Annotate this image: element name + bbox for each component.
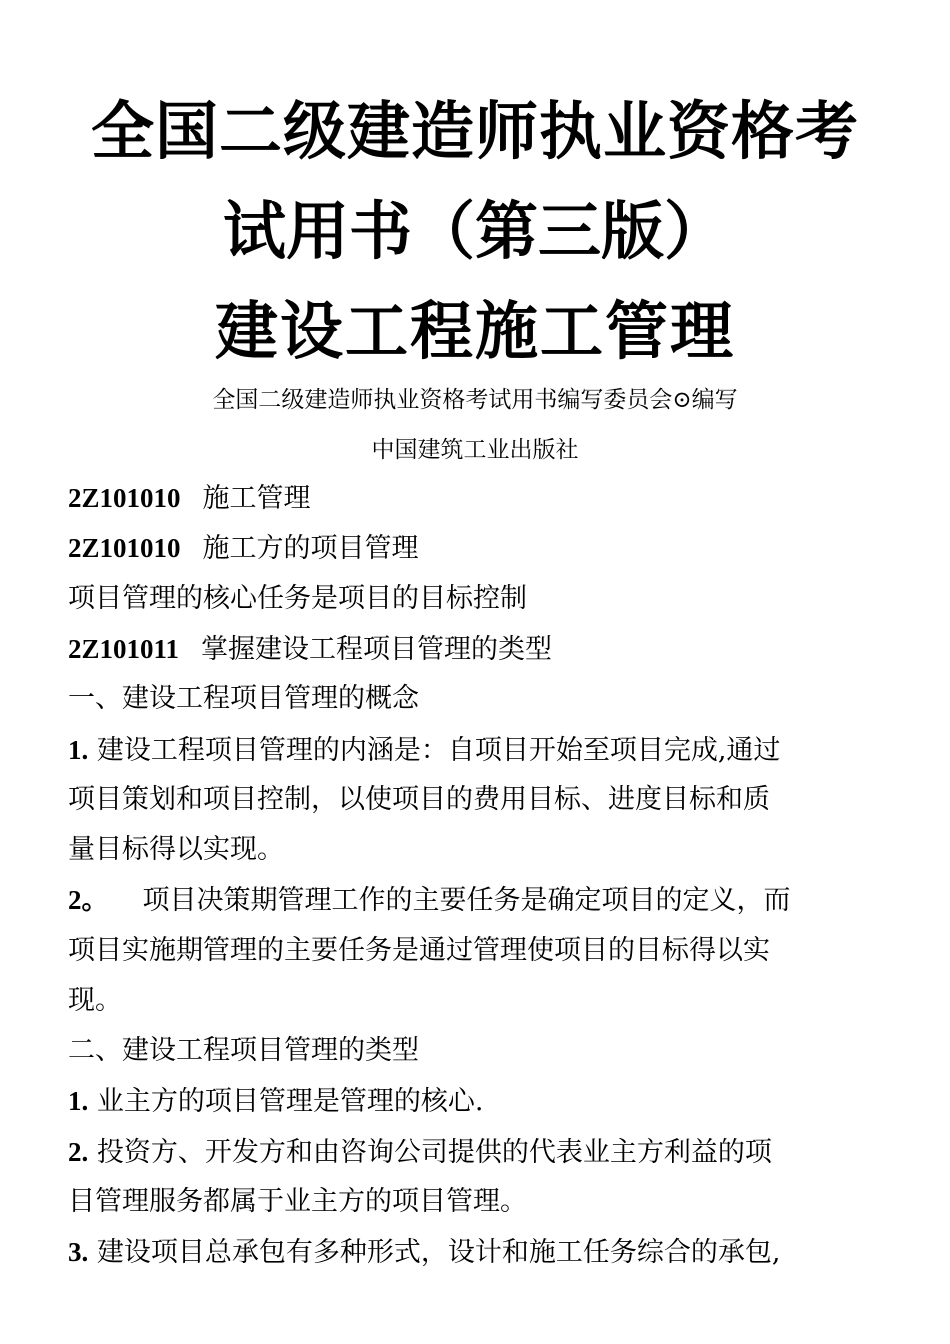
- item-1-line-1: [68, 1084, 888, 1119]
- section-heading-3: [68, 632, 888, 667]
- section-code: 2Z101011: [68, 634, 180, 664]
- section-code: 2Z101010: [68, 483, 181, 513]
- paragraph-1-line-3: 量目标得以实现。: [68, 834, 284, 865]
- item-3-line-1: [68, 1235, 888, 1270]
- title-line-3: 建设工程施工管理: [215, 295, 735, 368]
- paragraph-2-line-2: 项目实施期管理的主要任务是通过管理使项目的目标得以实: [68, 935, 770, 966]
- core-task-line: 项目管理的核心任务是项目的目标控制: [68, 583, 527, 614]
- paragraph-2-line-3: 现。: [68, 985, 122, 1016]
- section-heading-2: [68, 531, 888, 566]
- item-number: 2。: [68, 885, 109, 915]
- paragraph-1-line-2: 项目策划和项目控制，以使项目的费用目标、进度目标和质: [68, 784, 770, 815]
- section-title: 掌握建设工程项目管理的类型: [201, 634, 553, 665]
- item-text: 建设项目总承包有多种形式，设计和施工任务综合的承包,: [96, 1237, 781, 1268]
- section-heading-1: [68, 481, 888, 516]
- paragraph-text: 项目决策期管理工作的主要任务是确定项目的定义，而: [142, 885, 791, 916]
- item-text: 业主方的项目管理是管理的核心.: [96, 1086, 484, 1117]
- section-title: 施工方的项目管理: [202, 533, 419, 564]
- item-text: 投资方、开发方和由咨询公司提供的代表业主方利益的项: [96, 1137, 772, 1168]
- title-line-2: 试用书（第三版）: [223, 195, 727, 268]
- item-2-line-2: 目管理服务都属于业主方的项目管理。: [68, 1186, 527, 1217]
- section-code: 2Z101010: [68, 533, 181, 563]
- item-number: 1.: [68, 1086, 89, 1116]
- item-number: 1.: [68, 735, 89, 765]
- item-number: 2.: [68, 1137, 89, 1167]
- publisher-line: 中国建筑工业出版社: [371, 437, 579, 463]
- part-heading-2: 二、建设工程项目管理的类型: [68, 1035, 419, 1066]
- paragraph-text: 建设工程项目管理的内涵是：自项目开始至项目完成,通过: [96, 735, 781, 766]
- author-line: 全国二级建造师执业资格考试用书编写委员会⊙编写: [212, 387, 738, 413]
- section-title: 施工管理: [202, 483, 311, 514]
- part-heading-1: 一、建设工程项目管理的概念: [68, 683, 419, 714]
- title-line-1: 全国二级建造师执业资格考: [91, 95, 859, 168]
- item-number: 3.: [68, 1237, 89, 1267]
- item-2-line-1: [68, 1135, 888, 1170]
- paragraph-2-line-1: [68, 883, 888, 918]
- paragraph-1-line-1: [68, 733, 888, 768]
